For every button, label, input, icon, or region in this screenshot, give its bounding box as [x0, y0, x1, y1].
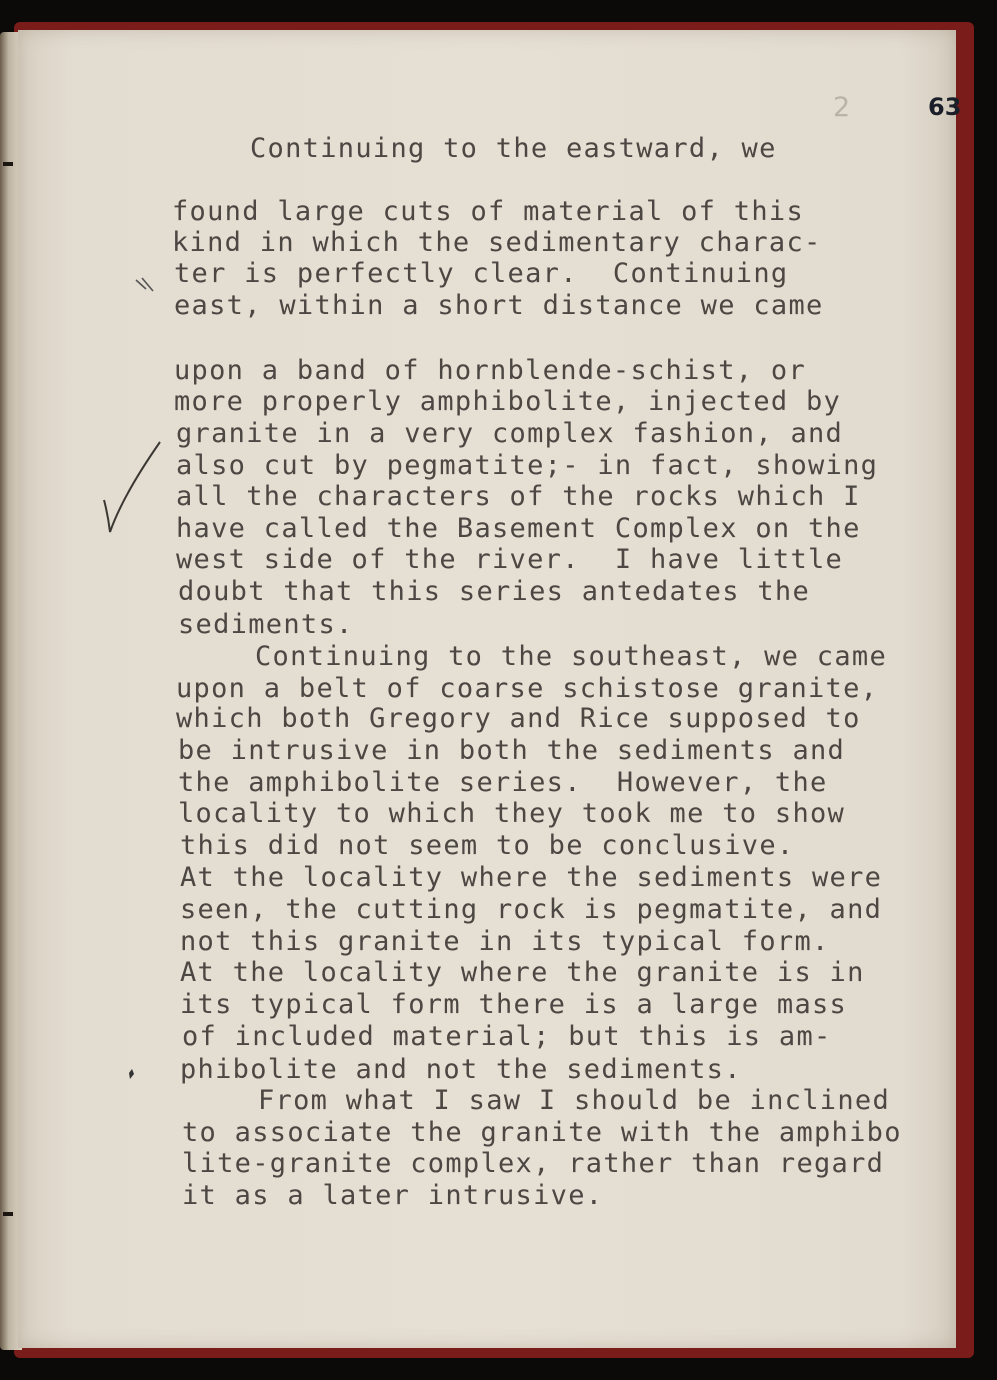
text-line: this did not seem to be conclusive.	[180, 830, 795, 861]
text-line: also cut by pegmatite;- in fact, showing	[176, 450, 879, 481]
text-line: upon a band of hornblende-schist, or	[174, 355, 806, 386]
paper-page	[18, 30, 962, 1348]
text-line: have called the Basement Complex on the	[176, 513, 861, 544]
pencil-tick-icon	[133, 275, 158, 300]
binding-stitch	[3, 162, 13, 166]
text-line: Continuing to the southeast, we came	[255, 641, 887, 672]
text-line: its typical form there is a large mass	[180, 989, 848, 1020]
text-line: seen, the cutting rock is pegmatite, and	[180, 894, 883, 925]
text-line: granite in a very complex fashion, and	[176, 418, 844, 449]
text-line: east, within a short distance we came	[174, 290, 824, 321]
text-line: phibolite and not the sediments.	[180, 1054, 742, 1085]
text-line: not this granite in its typical form.	[180, 926, 830, 957]
typed-text-block	[18, 30, 902, 1211]
text-line: doubt that this series antedates the	[178, 576, 810, 607]
text-line: upon a belt of coarse schistose granite,	[176, 673, 879, 704]
text-line: more properly amphibolite, injected by	[174, 386, 842, 417]
text-line: of included material; but this is am-	[182, 1021, 832, 1052]
pencil-page-number: 2	[833, 92, 851, 123]
text-line: locality to which they took me to show	[178, 798, 846, 829]
text-line: kind in which the sedimentary charac-	[172, 227, 822, 258]
text-line: At the locality where the sediments were	[180, 862, 883, 893]
text-line: be intrusive in both the sediments and	[178, 735, 846, 766]
text-line: sediments.	[178, 609, 354, 640]
text-line: From what I saw I should be inclined	[258, 1085, 890, 1116]
binding-stitch	[3, 1212, 13, 1216]
text-line: ter is perfectly clear. Continuing	[174, 258, 789, 289]
text-line: lite-granite complex, rather than regard	[182, 1148, 885, 1179]
text-line: the amphibolite series. However, the	[178, 767, 828, 798]
text-line: At the locality where the granite is in	[180, 957, 865, 988]
text-line: west side of the river. I have little	[176, 544, 844, 575]
text-line: Continuing to the eastward, we	[250, 133, 777, 164]
text-line: found large cuts of material of this	[172, 196, 804, 227]
text-line: which both Gregory and Rice supposed to	[176, 703, 861, 734]
text-line: to associate the granite with the amphibo	[182, 1117, 902, 1148]
text-line: it as a later intrusive.	[182, 1180, 604, 1211]
ink-dot-icon	[126, 1067, 138, 1081]
page-number: 63	[928, 93, 962, 121]
text-line: all the characters of the rocks which I	[176, 481, 861, 512]
